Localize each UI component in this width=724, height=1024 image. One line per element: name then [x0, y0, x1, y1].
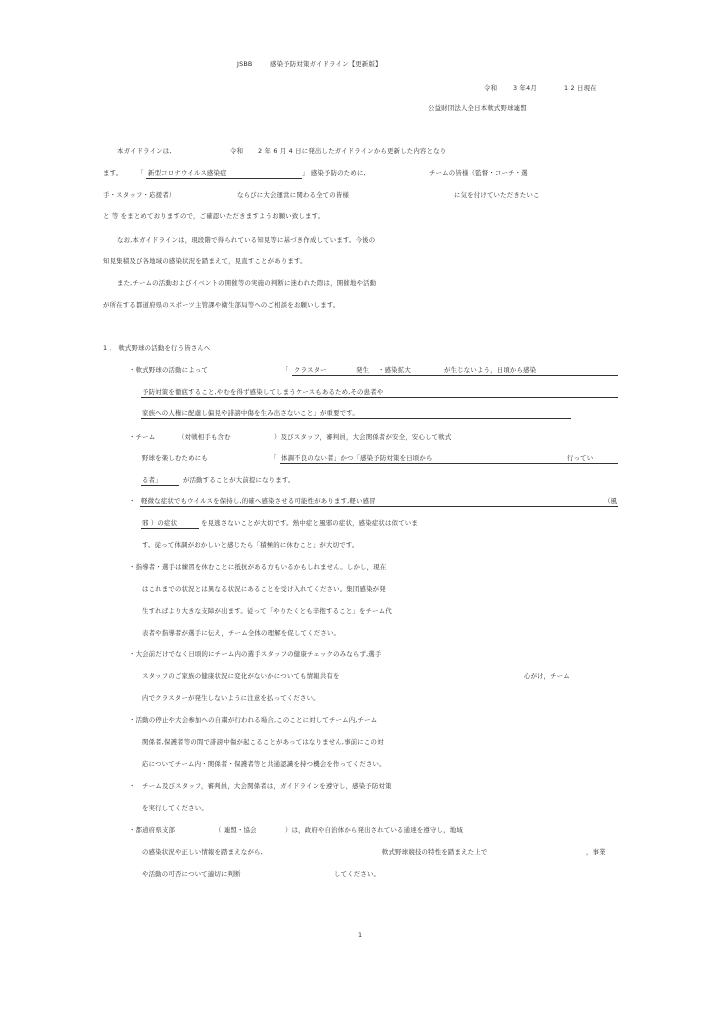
bullet-text: 野球を楽しむためにも [142, 454, 208, 462]
intro-text: と 等 をまとめておりますので，ご確認いただきますようお願い致します。 [103, 212, 325, 220]
underline [141, 397, 618, 398]
date-day: 1 2 日現在 [564, 84, 597, 92]
bullet-text: （ 連盟・協会 [215, 826, 257, 834]
bullet-text: ・都道府県支部 [129, 826, 176, 834]
bullet-text: 「 [282, 366, 289, 374]
underline [141, 485, 179, 486]
bullet-text: （対戦相手も含む [178, 433, 231, 441]
bullet-text: 生すればより大きな支障が出ます。従って「やりたくとも辛抱すること」をチーム代 [142, 607, 392, 615]
bullet-text: 応についてチーム内・関係者・保護者等と共通認識を持つ機会を作ってください。 [142, 760, 386, 768]
intro-text: 本ガイドラインは, [117, 147, 172, 155]
section-heading: 1 ． 軟式野球の活動を行う皆さんへ [103, 344, 211, 352]
bullet-text: る者」 [142, 476, 162, 484]
bullet-text: ，事業 [586, 848, 606, 856]
bullet-text: が活動することが大前提になります。 [183, 476, 295, 484]
bullet-text: してください。 [334, 870, 381, 878]
bullet-text: 軽微な症状でもウイルスを保持し,的確へ感染させる可能性があります,軽い感冒 [141, 497, 376, 505]
organization-name: 公益財団法人全日本軟式野球連盟 [428, 104, 527, 112]
bullet-text: が生じないよう，日頃から感染 [444, 366, 537, 374]
underline [292, 375, 618, 376]
bullet-text: ・感染拡大 [378, 366, 411, 374]
intro-text: 2 年 6 月 4 日に発出したガイドラインから更新した内容となり [258, 147, 447, 155]
bullet-text: ・チーム [129, 433, 156, 441]
page-number: 1 [358, 931, 363, 939]
underline [146, 178, 302, 179]
intro-text: ならびに大会運営に関わる全ての皆様 [237, 191, 350, 199]
underline [141, 528, 199, 529]
bullet-text: 心がけ，チーム [524, 672, 570, 680]
bullet-text: 内でクラスターが発生しないように注意を払ってください。 [142, 694, 320, 702]
bullet-text: す。従って体調がおかしいと感じたら「積極的に休むこと」が大切です。 [142, 541, 359, 549]
bullet-text: 関係者,保護者等の間で誹謗中傷が起こることがあってはなりません,事前にこの対 [142, 738, 384, 746]
intro-text: 手・スタッフ・応援者） [103, 191, 176, 199]
intro-text: が所在する都道府県のスポーツ主管課や衛生部局等へのご相談をお願いします。 [103, 301, 340, 309]
doc-title: 感染予防対策ガイドライン【更新版】 [270, 60, 382, 68]
bullet-text: 体調不良のない者」かつ「感染予防対策を日頃から [281, 454, 433, 462]
bullet-text: ）は，政府や自治体から発出されている通達を遵守し，地域 [285, 826, 463, 834]
bullet-text: 邪 ）の症状 [142, 519, 178, 527]
bullet-text: や活動の可否について適切に判断 [142, 870, 241, 878]
bullet-text: ・軟式野球の活動によって [129, 366, 209, 374]
bullet-text: の感染状況や正しい情報を踏まえながら, [142, 848, 263, 856]
date-era: 令和 [484, 84, 498, 92]
doc-code: JSBB [237, 60, 253, 68]
bullet-text: スタッフのご家族の健康状況に変化がないかについても情報共有を [142, 672, 340, 680]
bullet-text: （風 [604, 497, 618, 505]
intro-text: 令和 [230, 147, 244, 155]
underline [141, 418, 571, 419]
intro-text: また,チームの活動およびイベントの開催等の実施の判断に迷われた際は，開催地や活動 [117, 279, 377, 287]
bullet-text: 表者や指導者が選手に伝え，チーム全体の理解を促してください。 [142, 629, 341, 637]
bullet-text: 「 [270, 454, 277, 462]
bullet-text: はこれまでの状況とは異なる状況にあることを受け入れてください。集団感染が発 [142, 585, 386, 593]
date-year: 3 年4月 [513, 84, 537, 92]
intro-text: ます。 [103, 169, 123, 177]
bullet-text: ・ チーム及びスタッフ，審判員，大会関係者は，ガイドラインを遵守し，感染予防対策 [129, 782, 392, 790]
intro-text: 「 [137, 169, 144, 177]
bullet-text: を実行してください。 [142, 804, 208, 812]
bullet-text: クラスター [294, 366, 327, 374]
intro-text: 知見集積及び各地域の感染状況を踏まえて，見直すことがあります。 [103, 257, 307, 265]
bullet-text: 軟式野球競技の特性を踏まえた上で [382, 848, 488, 856]
highlighted-term: 新型コロナウイルス感染症 [148, 169, 227, 177]
bullet-text: 予防対策を徹底すること,やむを得ず感染してしまうケースもあるため,その患者や [142, 388, 384, 396]
bullet-text: 家族への人権に配慮し偏見や誹謗中傷を生み出さないこと」が重要です。 [142, 409, 359, 417]
bullet-text: を見逃さないことが大切です。熱中症と風邪の症状，感染症状は似ていま [201, 519, 418, 527]
bullet-text: ・大会前だけでなく日頃的にチーム内の選手スタッフの健康チェックのみならず,選手 [129, 650, 382, 658]
intro-text: なお,本ガイドラインは，現段階で得られている知見等に基づき作成しています。今後の [117, 236, 376, 244]
bullet-text: ・活動の停止や大会参加への自粛が行われる場合,このことに対してチーム内,チーム [129, 716, 378, 724]
bullet-text: ）及びスタッフ，審判員，大会関係者が安全，安心して軟式 [274, 433, 452, 441]
underline [280, 463, 618, 464]
bullet-text: 発生 [356, 366, 370, 374]
intro-text: 」 感染予防のために, [302, 169, 366, 177]
bullet-text: ・ [129, 497, 136, 505]
intro-text: に気を付けていただきたいこ [454, 191, 540, 199]
intro-text: チームの皆様（監督・コーチ・選 [429, 169, 528, 177]
bullet-text: ・指導者・選手は練習を休むことに抵抗がある方もいるかもしれません。しかし，現在 [129, 563, 387, 571]
bullet-text: 行ってい [567, 454, 594, 462]
underline [140, 506, 618, 507]
